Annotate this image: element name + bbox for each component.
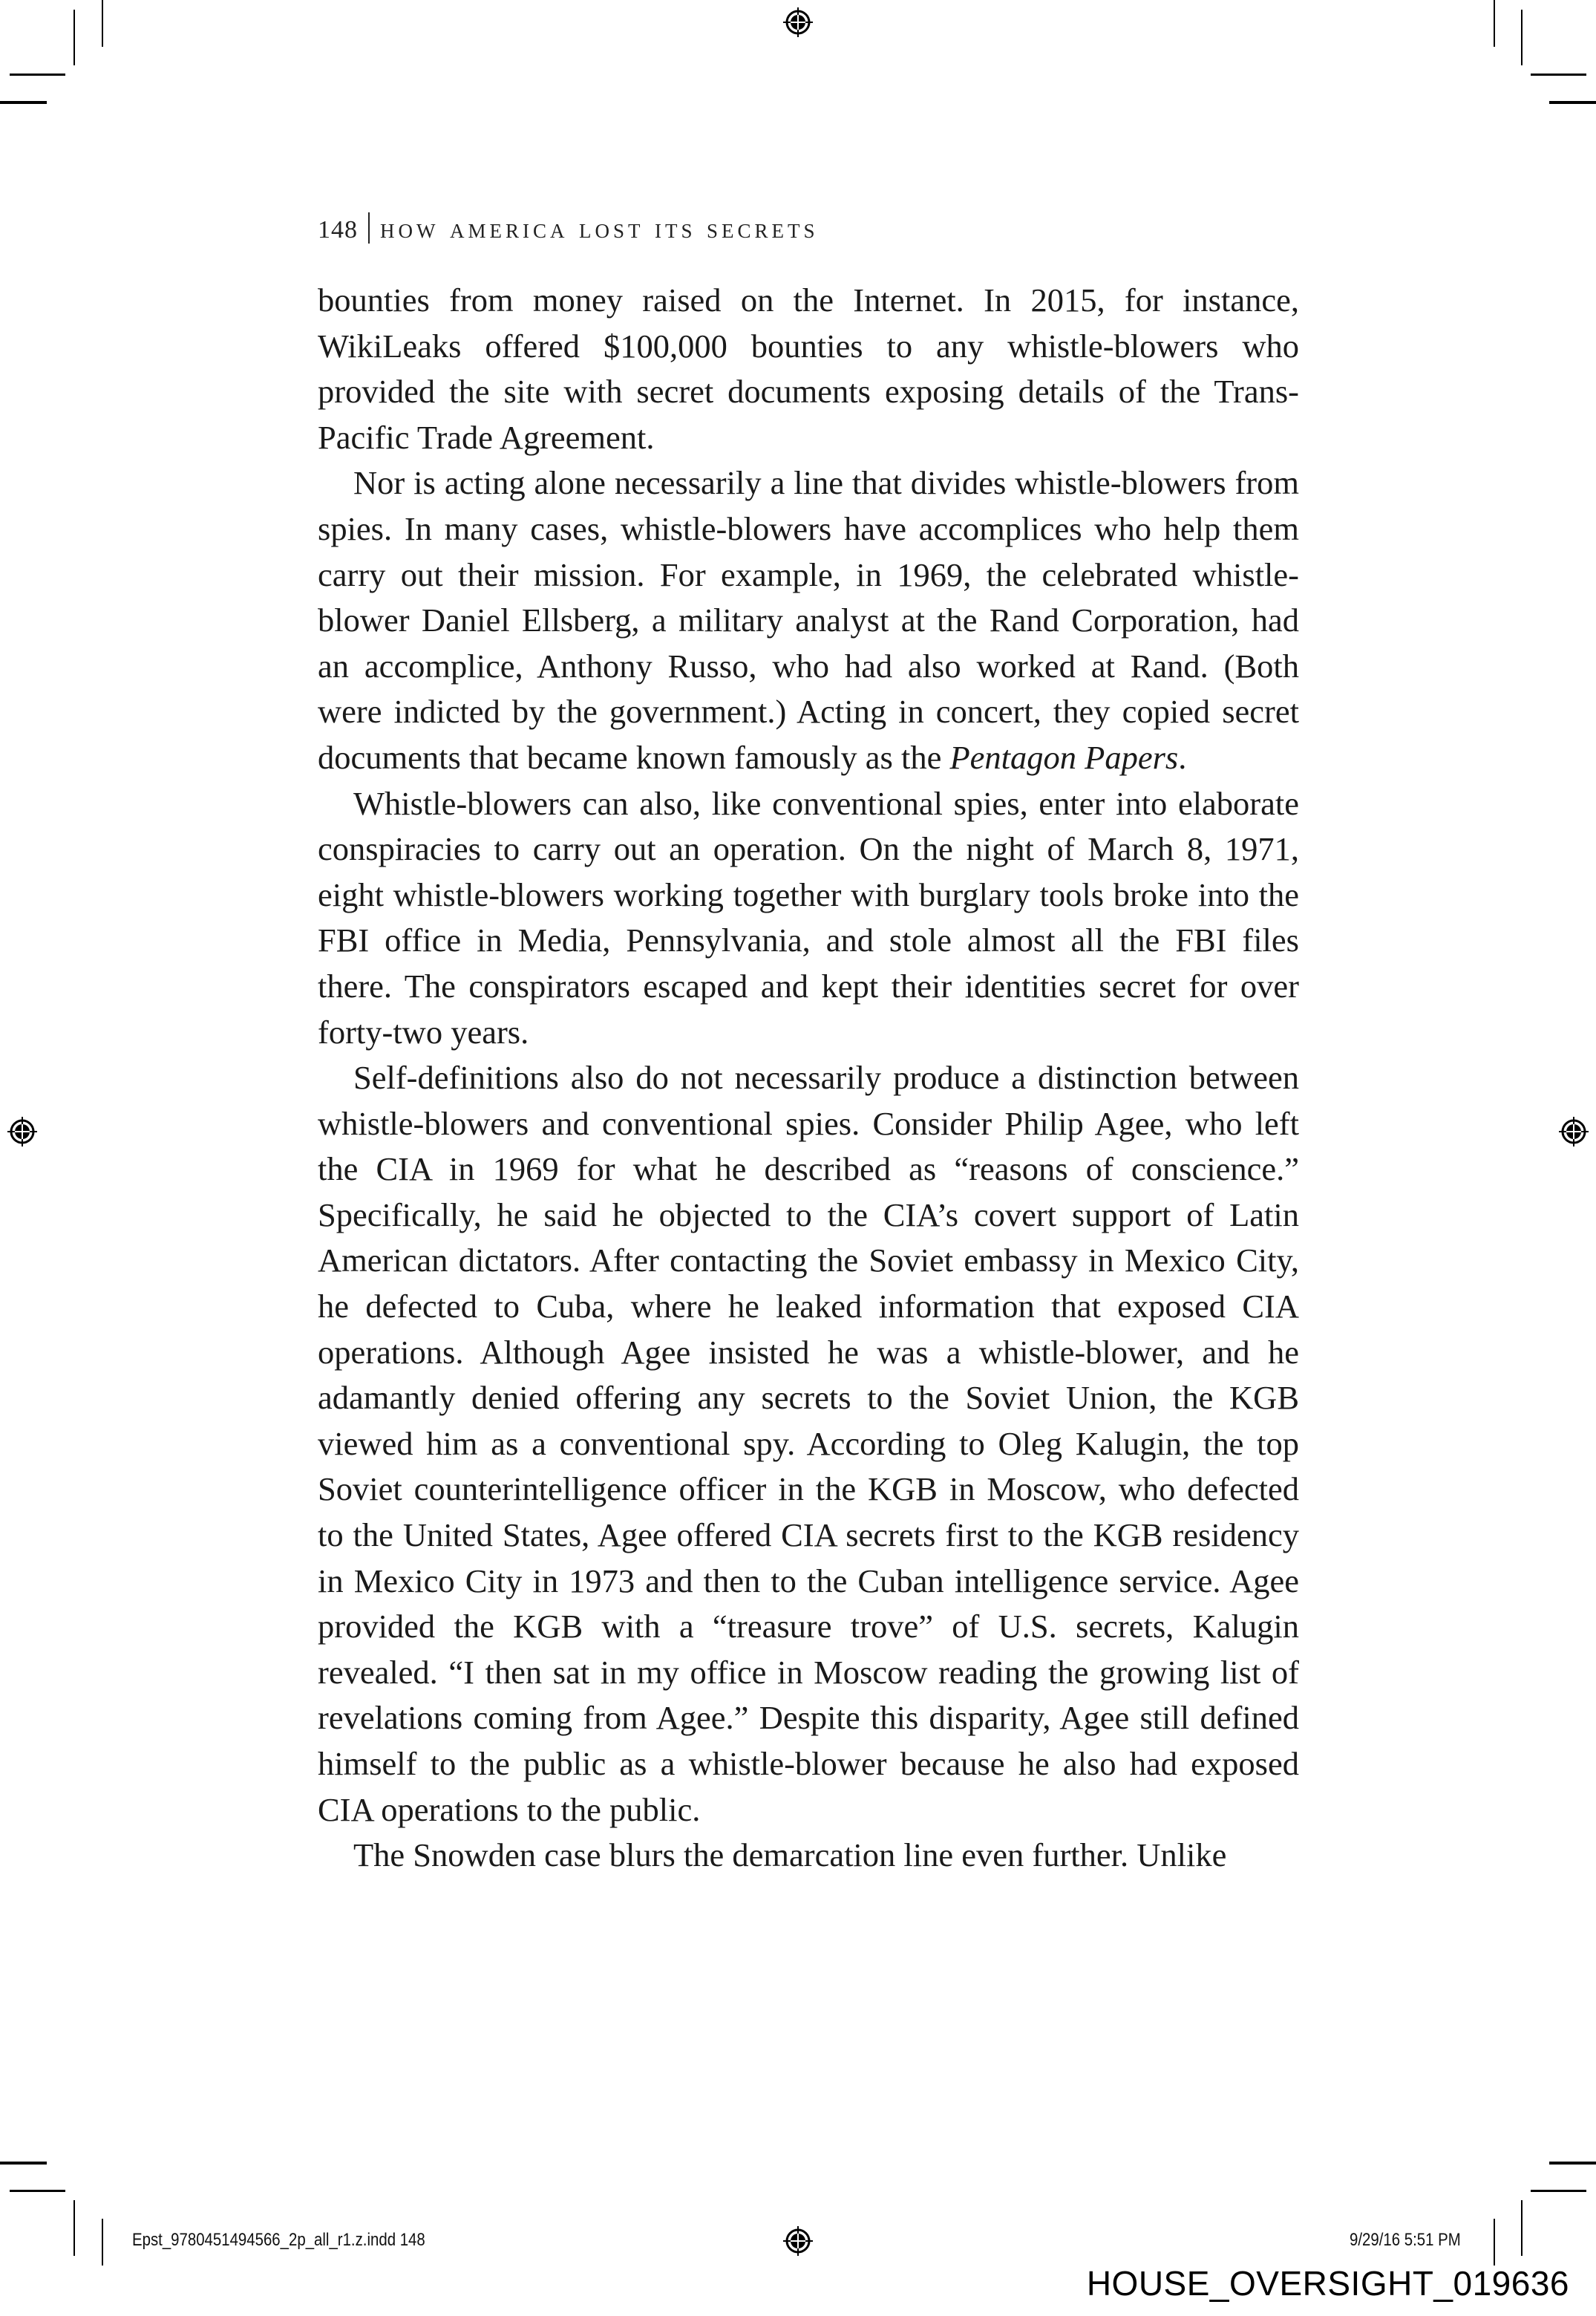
crop-mark-top-left-v1 (102, 0, 103, 47)
slug-timestamp: 9/29/16 5:51 PM (1350, 2230, 1461, 2250)
crop-mark-top-right-v2 (1521, 10, 1523, 65)
crop-mark-top-right-h1 (1531, 74, 1586, 76)
running-head (318, 212, 819, 245)
running-head-divider (368, 212, 370, 244)
crop-mark-bottom-right-v2 (1494, 2219, 1495, 2266)
crop-mark-bottom-left-h1 (0, 2162, 47, 2165)
crop-mark-bottom-right-h2 (1531, 2190, 1586, 2192)
text-segment: Self-definitions also do not necessarily produce a distinction between whistle-blowers and conventional spies. Consider Philip Agee, who left the CIA in 1969 for what he described as “reasons of conscience.” Specifically, he said he objected to the CIA’s covert support of Latin American dictators. After contacting the Soviet embassy in Mexico City, he defected to Cuba, where he leaked information that exposed CIA operations. Although Agee insisted he was a whistle-blower, and he adamantly denied offering any secrets to the Soviet Union, the KGB viewed him as a conventional spy. According to Oleg Kalugin, the top Soviet counterintelligence officer in the KGB in Moscow, who defected to the United States, Agee offered CIA secrets first to the KGB residency in Mexico City in 1973 and then to the Cuban intelligence service. Agee provided the KGB with a “treasure trove” of U.S. secrets, Kalugin revealed. “I then sat in my office in Moscow reading the growing list of revelations coming from Agee.” Despite this disparity, Agee still defined himself to the public as a whistle-blower because he also had exposed CIA operations to the public. (318, 1059, 1299, 1828)
crop-mark-bottom-right-h1 (1549, 2162, 1596, 2165)
text-segment: Whistle-blowers can also, like conventional spies, enter into elaborate conspiracies to carry out an operation. On the night of March 8, 1971, eight whistle-blowers working together with burglary tools broke into the FBI office in Media, Pennsylvania, and stole almost all the FBI files there. The conspirators escaped and kept their identities secret for over forty-two years. (318, 784, 1299, 1051)
text-segment: . (1178, 738, 1187, 776)
text-segment: The Snowden case blurs the demarcation line even further. Unlike (353, 1836, 1227, 1874)
italic-title: Pentagon Papers (949, 738, 1179, 776)
slug-file-info: Epst_9780451494566_2p_all_r1.z.indd 148 (132, 2230, 425, 2250)
crop-mark-top-right-h2 (1549, 101, 1596, 104)
body-text (318, 278, 1299, 1879)
text-segment: Nor is acting alone necessarily a line that divides whistle-blowers from spies. In many cases, whistle-blowers have accomplices who help them carry out their mission. For example, in 1969, the celebrated whistle-blower Daniel Ellsberg, a military analyst at the Rand Corporation, had an accomplice, Anthony Russo, who had also worked at Rand. (Both were indicted by the government.) Acting in concert, they copied secret documents that became known famously as the (318, 464, 1299, 776)
page-number: 148 (318, 216, 358, 244)
crop-mark-bottom-left-v1 (73, 2200, 75, 2256)
crop-mark-top-left-v2 (73, 10, 75, 65)
paragraph (318, 278, 1299, 460)
registration-target-icon (6, 1115, 39, 1148)
book-title: how america lost its secrets (380, 213, 819, 244)
paragraph (318, 1833, 1299, 1879)
crop-mark-top-right-v1 (1494, 0, 1495, 47)
registration-target-icon (782, 2225, 814, 2257)
text-segment: bounties from money raised on the Internet. In 2015, for instance, WikiLeaks offered $100,000 bounties to any whistle-blowers who provided the site with secret documents exposing details of the Trans-Pacific Trade Agreement. (318, 281, 1299, 456)
registration-target-icon (782, 6, 814, 39)
crop-mark-top-left-h1 (10, 74, 65, 76)
registration-target-icon (1557, 1115, 1590, 1148)
crop-mark-bottom-right-v1 (1521, 2200, 1523, 2256)
bates-number: HOUSE_OVERSIGHT_019636 (1086, 2264, 1569, 2303)
crop-mark-bottom-left-h2 (10, 2190, 65, 2192)
crop-mark-bottom-left-v2 (102, 2219, 103, 2266)
paragraph (318, 460, 1299, 780)
paragraph (318, 1055, 1299, 1833)
paragraph (318, 781, 1299, 1056)
crop-mark-top-left-h2 (0, 101, 47, 104)
